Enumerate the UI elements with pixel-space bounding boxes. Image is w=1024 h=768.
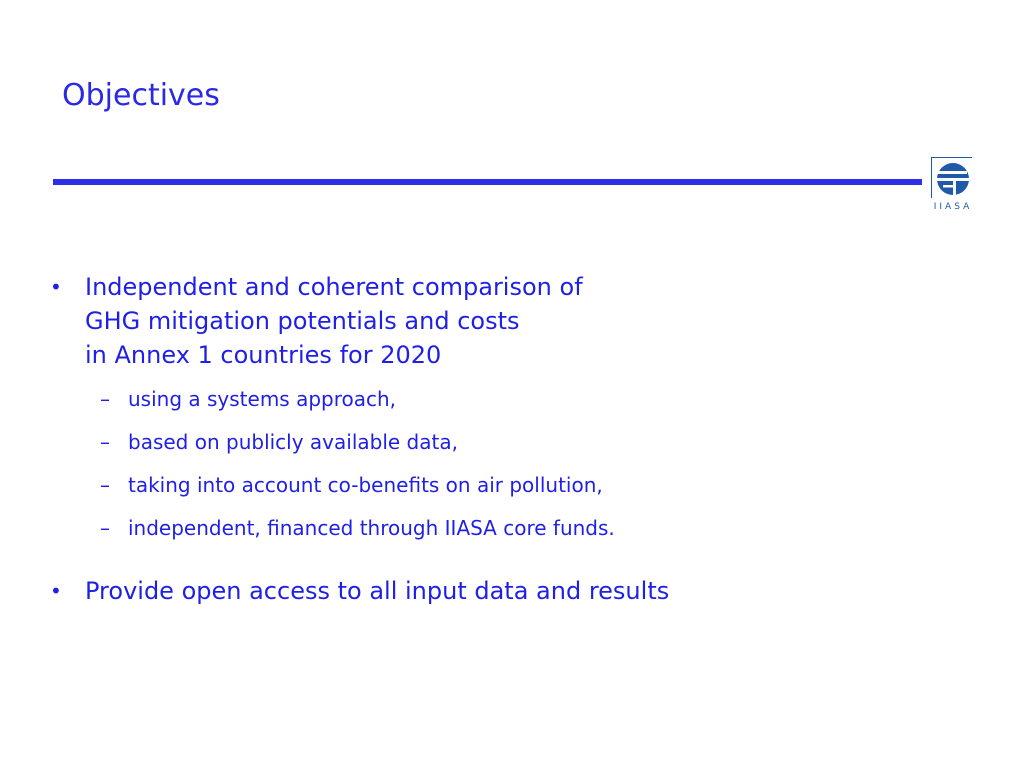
logo-wordmark: IIASA — [933, 202, 973, 212]
sub-bullet-item — [50, 427, 950, 457]
title-divider — [53, 179, 922, 185]
dash-icon: – — [100, 516, 110, 540]
sub-bullet-list — [50, 384, 950, 543]
sub-bullet-item — [50, 384, 950, 414]
dash-icon: – — [100, 430, 110, 454]
dash-icon: – — [100, 387, 110, 411]
bullet-icon: • — [50, 275, 62, 299]
sub-bullet-text: based on publicly available data, — [128, 430, 458, 454]
sub-bullet-text: taking into account co-benefits on air pollution, — [128, 473, 603, 497]
globe-icon — [931, 157, 975, 201]
bullet-text-line: in Annex 1 countries for 2020 — [85, 341, 442, 369]
bullet-text-line: Provide open access to all input data and results — [85, 577, 670, 605]
bullet-item — [50, 270, 950, 372]
sub-bullet-item — [50, 470, 950, 500]
bullet-text-line: GHG mitigation potentials and costs — [85, 307, 520, 335]
bullet-icon: • — [50, 579, 62, 603]
sub-bullet-text: independent, financed through IIASA core funds. — [128, 516, 615, 540]
bullet-list — [50, 270, 950, 608]
sub-bullet-text: using a systems approach, — [128, 387, 397, 411]
bullet-item — [50, 574, 950, 608]
sub-bullet-item — [50, 513, 950, 543]
dash-icon: – — [100, 473, 110, 497]
iiasa-logo — [931, 157, 975, 215]
slide-title: Objectives — [62, 78, 220, 113]
bullet-text-line: Independent and coherent comparison of — [85, 273, 583, 301]
